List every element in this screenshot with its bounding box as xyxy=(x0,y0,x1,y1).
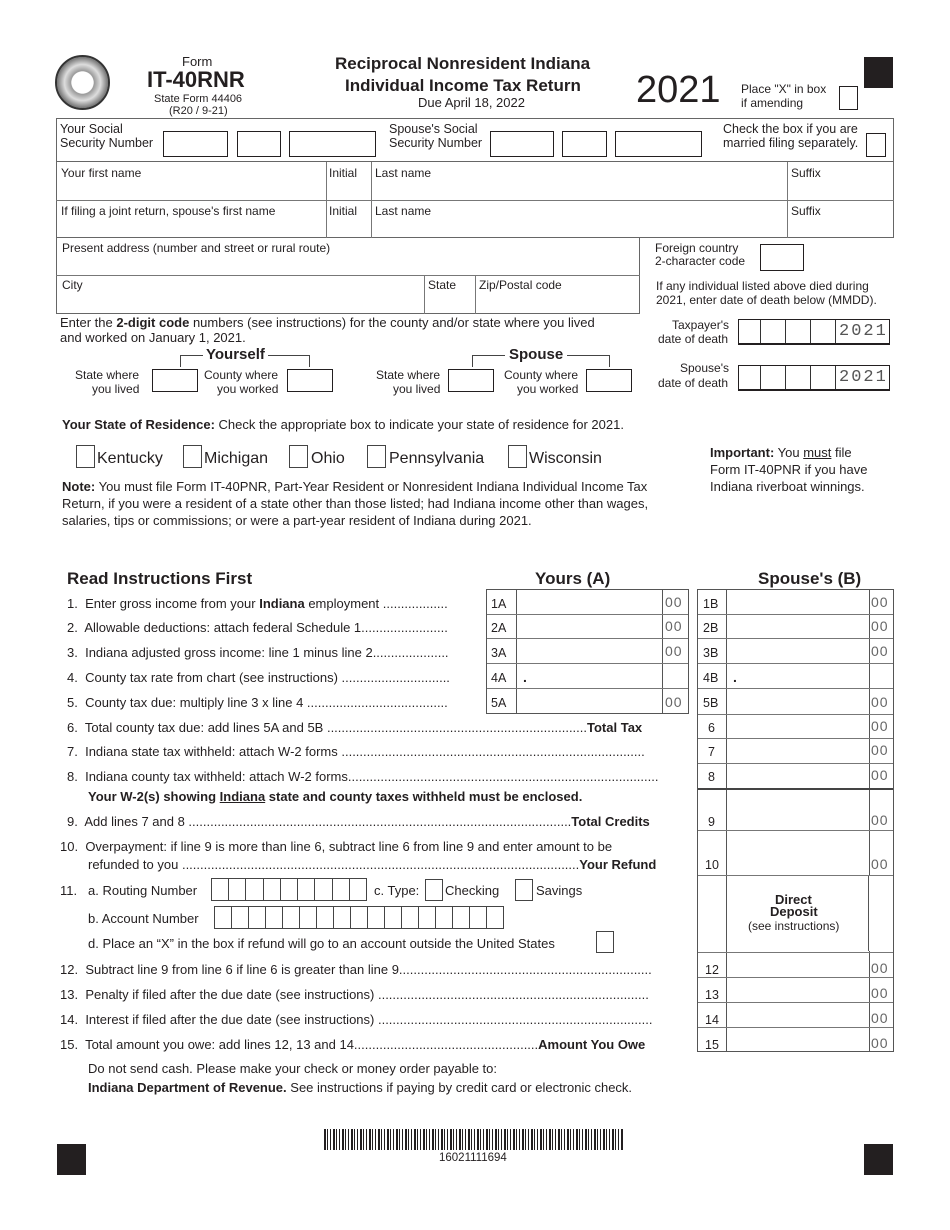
line-13-amount[interactable] xyxy=(727,978,867,1000)
your-state-lived-code[interactable] xyxy=(152,369,198,392)
spouse-death-label-2: date of death xyxy=(658,376,729,390)
your-suffix-field[interactable] xyxy=(788,163,893,199)
last-name-label: Last name xyxy=(375,166,432,180)
your-county-worked-label-2: you worked xyxy=(217,382,279,396)
pennsylvania-label: Pennsylvania xyxy=(389,450,485,467)
important-note-line1: Important: You must file xyxy=(710,445,852,460)
important-note-line3: Indiana riverboat winnings. xyxy=(710,479,865,494)
your-county-worked-label-1: County where xyxy=(204,368,279,382)
line-3-label: 3. Indiana adjusted gross income: line 1 minus line 2..................... xyxy=(67,645,449,660)
line-4a-code: 4A xyxy=(491,671,507,685)
your-ssn-part3[interactable] xyxy=(289,131,376,157)
spouse-ssn-part2[interactable] xyxy=(562,131,607,157)
form-number: IT-40RNR xyxy=(147,67,245,92)
line-5-label: 5. County tax due: multiply line 3 x line 4 ....................................... xyxy=(67,695,448,710)
foreign-country-label-1: Foreign country xyxy=(655,241,739,255)
spouse-suffix-label: Suffix xyxy=(791,204,821,218)
spouse-county-worked-code[interactable] xyxy=(586,369,632,392)
spouse-state-lived-label-1: State where xyxy=(376,368,441,382)
city-label: City xyxy=(62,278,83,292)
your-last-name-field[interactable] xyxy=(372,163,786,199)
your-ssn-label-2: Security Number xyxy=(60,136,154,150)
routing-number-label: a. Routing Number xyxy=(88,883,198,898)
line-7-amount[interactable] xyxy=(727,739,867,761)
line-3a-amount[interactable] xyxy=(517,640,661,662)
line-2-label: 2. Allowable deductions: attach federal Schedule 1........................ xyxy=(67,620,448,635)
spouse-initial-label: Initial xyxy=(329,204,358,218)
line-3a-code: 3A xyxy=(491,646,507,660)
line-14-code: 14 xyxy=(705,1013,719,1027)
your-ssn-label-1: Your Social xyxy=(60,122,123,136)
spouses-column-heading: Spouse's (B) xyxy=(758,569,862,588)
zip-field[interactable] xyxy=(476,276,639,313)
spouse-suffix-field[interactable] xyxy=(788,201,893,237)
line-4b-rate[interactable] xyxy=(727,665,867,687)
state-form-number: State Form 44406 xyxy=(154,93,243,105)
note-line3: salaries, tips or commissions; or were a part-year resident of Indiana during 2021. xyxy=(62,513,532,528)
form-title-line1: Reciprocal Nonresident Indiana xyxy=(335,54,591,73)
line-10-cents: 00 xyxy=(871,856,889,872)
line-10-label-line2: refunded to you ..............................................................................................................Your Refund xyxy=(88,857,657,872)
line-3a-cents: 00 xyxy=(665,643,683,659)
your-initial-field[interactable] xyxy=(327,163,370,199)
line-2a-code: 2A xyxy=(491,621,507,635)
spouse-ssn-part3[interactable] xyxy=(615,131,702,157)
taxpayer-death-label-1: Taxpayer's xyxy=(672,318,729,332)
line-1a-cents: 00 xyxy=(665,594,683,610)
direct-deposit-heading-2: Deposit xyxy=(770,904,818,919)
payment-note-line1: Do not send cash. Please make your check or money order payable to: xyxy=(88,1061,497,1076)
line-3b-cents: 00 xyxy=(871,643,889,659)
line-2b-amount[interactable] xyxy=(727,615,867,637)
spouse-last-name-field[interactable] xyxy=(372,201,786,237)
line-3b-amount[interactable] xyxy=(727,640,867,662)
foreign-account-checkbox[interactable] xyxy=(596,931,614,953)
death-note-line1: If any individual listed above died during xyxy=(656,279,869,293)
line-13-label: 13. Penalty if filed after the due date (see instructions) ........................................................................... xyxy=(60,987,649,1002)
checking-label: Checking xyxy=(445,883,500,898)
yours-column-heading: Yours (A) xyxy=(535,569,611,588)
your-state-lived-label-1: State where xyxy=(75,368,140,382)
line-9-amount[interactable] xyxy=(727,789,867,828)
spouse-last-name-label: Last name xyxy=(375,204,432,218)
amending-label-2: if amending xyxy=(741,96,804,110)
line-4b-code: 4B xyxy=(703,671,719,685)
tax-year: 2021 xyxy=(636,69,721,111)
line-1b-amount[interactable] xyxy=(727,591,867,613)
line-12-label: 12. Subtract line 9 from line 6 if line 6 is greater than line 9...................................................................... xyxy=(60,962,652,977)
state-label: State xyxy=(428,278,457,292)
barcode-number: 16021111694 xyxy=(439,1152,507,1164)
death-note-line2: 2021, enter date of death below (MMDD). xyxy=(656,293,877,307)
form-title-line2: Individual Income Tax Return xyxy=(345,76,581,95)
line-10-label-line1: 10. Overpayment: if line 9 is more than line 6, subtract line 6 from line 9 and enter amount to be xyxy=(60,839,613,854)
line-9-label: 9. Add lines 7 and 8 ..........................................................................................................Total Credits xyxy=(67,814,650,829)
michigan-label: Michigan xyxy=(204,450,269,467)
married-filing-separately-checkbox[interactable] xyxy=(866,133,886,157)
suffix-label: Suffix xyxy=(791,166,821,180)
line-4b-decimal: . xyxy=(733,669,737,685)
taxpayer-date-of-death-field[interactable] xyxy=(738,319,890,345)
spouse-first-name-field[interactable] xyxy=(57,201,325,237)
line-10-code: 10 xyxy=(705,858,719,872)
pennsylvania-checkbox[interactable] xyxy=(367,445,386,468)
zip-label: Zip/Postal code xyxy=(479,278,562,292)
wisconsin-checkbox[interactable] xyxy=(508,445,527,468)
kentucky-label: Kentucky xyxy=(97,450,163,467)
first-name-label: Your first name xyxy=(61,166,142,180)
wisconsin-label: Wisconsin xyxy=(529,450,602,467)
note-line1: Note: You must file Form IT-40PNR, Part-Year Resident or Nonresident Indiana Individual Income Tax xyxy=(62,479,648,494)
spouse-heading: Spouse xyxy=(505,346,567,363)
line-1a-amount[interactable] xyxy=(517,591,661,613)
payment-note-line2: Indiana Department of Revenue. See instructions if paying by credit card or electronic check. xyxy=(88,1080,633,1095)
your-first-name-field[interactable] xyxy=(57,163,325,199)
line-9-code: 9 xyxy=(708,815,715,829)
present-address-label: Present address (number and street or rural route) xyxy=(62,241,331,255)
initial-label: Initial xyxy=(329,166,358,180)
registration-mark-bottom-left xyxy=(57,1144,86,1175)
line-5a-cents: 00 xyxy=(665,694,683,710)
line-3b-code: 3B xyxy=(703,646,719,660)
spouse-state-lived-code[interactable] xyxy=(448,369,494,392)
savings-checkbox[interactable] xyxy=(515,879,533,901)
line-6-cents: 00 xyxy=(871,718,889,734)
line-5b-cents: 00 xyxy=(871,694,889,710)
michigan-checkbox[interactable] xyxy=(183,445,202,468)
line-1b-code: 1B xyxy=(703,597,719,611)
foreign-country-code-field[interactable] xyxy=(760,244,804,271)
form-revision: (R20 / 9-21) xyxy=(169,105,228,117)
routing-number-field[interactable] xyxy=(211,878,367,901)
codes-intro-line1: Enter the 2-digit code numbers (see instructions) for the county and/or state where you lived xyxy=(60,315,595,330)
spouse-date-of-death-field[interactable] xyxy=(738,365,890,391)
line-4a-rate[interactable] xyxy=(517,665,661,687)
line-8-cents: 00 xyxy=(871,767,889,783)
savings-label: Savings xyxy=(536,883,583,898)
yourself-heading: Yourself xyxy=(203,346,268,363)
line-11-number: 11. xyxy=(60,883,78,898)
due-date: Due April 18, 2022 xyxy=(418,95,525,110)
foreign-account-label: d. Place an “X” in the box if refund will go to an account outside the United States xyxy=(88,936,555,951)
note-line2: Return, if you were a resident of a state other than those listed; had Indiana income other than wages, xyxy=(62,496,649,511)
spouse-ssn-label-1: Spouse's Social xyxy=(389,122,478,136)
line-12-code: 12 xyxy=(705,963,719,977)
line-13-code: 13 xyxy=(705,988,719,1002)
line-15-code: 15 xyxy=(705,1038,719,1052)
codes-intro-line2: and worked on January 1, 2021. xyxy=(60,330,246,345)
your-state-lived-label-2: you lived xyxy=(92,382,140,396)
state-of-residence-label: Your State of Residence: Check the appropriate box to indicate your state of residence for 2021. xyxy=(62,417,624,432)
line-8-amount[interactable] xyxy=(727,764,867,786)
account-number-label: b. Account Number xyxy=(88,911,199,926)
spouse-county-worked-label-2: you worked xyxy=(517,382,579,396)
line-5b-amount[interactable] xyxy=(727,690,867,712)
ohio-checkbox[interactable] xyxy=(289,445,308,468)
mfs-label-2: married filing separately. xyxy=(723,136,859,150)
w2-enclosure-note: Your W-2(s) showing Indiana state and county taxes withheld must be enclosed. xyxy=(88,789,583,804)
line-12-cents: 00 xyxy=(871,960,889,976)
checking-checkbox[interactable] xyxy=(425,879,443,901)
account-number-field[interactable] xyxy=(214,906,504,929)
ohio-label: Ohio xyxy=(311,450,345,467)
spouse-ssn-part1[interactable] xyxy=(490,131,554,157)
barcode xyxy=(324,1129,624,1150)
account-type-label: c. Type: xyxy=(374,883,420,898)
line-2a-cents: 00 xyxy=(665,618,683,634)
spouse-death-year: 2021 xyxy=(839,368,888,387)
line-5b-code: 5B xyxy=(703,696,719,710)
indiana-state-seal xyxy=(55,55,110,110)
line-14-amount[interactable] xyxy=(727,1003,867,1025)
line-14-label: 14. Interest if filed after the due date (see instructions) ............................................................................ xyxy=(60,1012,653,1027)
line-1b-cents: 00 xyxy=(871,594,889,610)
line-2a-amount[interactable] xyxy=(517,615,661,637)
spouse-county-worked-label-1: County where xyxy=(504,368,579,382)
line-5a-amount[interactable] xyxy=(517,690,661,712)
amending-checkbox[interactable] xyxy=(839,86,858,110)
spouse-ssn-label-2: Security Number xyxy=(389,136,483,150)
line-1-label: 1. Enter gross income from your Indiana employment .................. xyxy=(67,596,448,611)
line-15-amount[interactable] xyxy=(727,1028,867,1050)
spouse-initial-field[interactable] xyxy=(327,201,370,237)
line-6-amount[interactable] xyxy=(727,715,867,737)
amending-label-1: Place "X" in box xyxy=(741,82,827,96)
line-15-cents: 00 xyxy=(871,1035,889,1051)
direct-deposit-area-cover xyxy=(698,876,725,951)
city-field[interactable] xyxy=(57,276,423,313)
taxpayer-death-year: 2021 xyxy=(839,322,888,341)
line-6-label: 6. Total county tax due: add lines 5A and 5B ........................................................................Total Tax xyxy=(67,720,643,735)
line-4a-decimal: . xyxy=(523,669,527,685)
kentucky-checkbox[interactable] xyxy=(76,445,95,468)
spouse-first-name-label: If filing a joint return, spouse's first name xyxy=(61,204,276,218)
your-county-worked-code[interactable] xyxy=(287,369,333,392)
line-8-label: 8. Indiana county tax withheld: attach W-2 forms...................................................................................... xyxy=(67,769,659,784)
line-2b-cents: 00 xyxy=(871,618,889,634)
line-4-label: 4. County tax rate from chart (see instructions) .............................. xyxy=(67,670,450,685)
line-6-code: 6 xyxy=(708,721,715,735)
state-field[interactable] xyxy=(425,276,474,313)
line-1a-code: 1A xyxy=(491,597,507,611)
line-10-refund-amount[interactable] xyxy=(727,831,867,873)
line-5a-code: 5A xyxy=(491,696,507,710)
your-ssn-part2[interactable] xyxy=(237,131,281,157)
spouse-state-lived-label-2: you lived xyxy=(393,382,441,396)
foreign-country-label-2: 2-character code xyxy=(655,254,746,268)
spouse-death-label-1: Spouse's xyxy=(680,361,729,375)
line-7-cents: 00 xyxy=(871,742,889,758)
line-13-cents: 00 xyxy=(871,985,889,1001)
line-14-cents: 00 xyxy=(871,1010,889,1026)
read-instructions-heading: Read Instructions First xyxy=(67,569,253,588)
line-8-code: 8 xyxy=(708,770,715,784)
registration-mark-top-right xyxy=(864,57,893,88)
line-12-amount[interactable] xyxy=(727,953,867,975)
line-15-label: 15. Total amount you owe: add lines 12, 13 and 14...................................................Amount You Owe xyxy=(60,1037,646,1052)
your-ssn-part1[interactable] xyxy=(163,131,228,157)
line-7-label: 7. Indiana state tax withheld: attach W-2 forms .................................................................................... xyxy=(67,744,645,759)
present-address-field[interactable] xyxy=(57,239,639,274)
mfs-label-1: Check the box if you are xyxy=(723,122,858,136)
direct-deposit-see-instructions: (see instructions) xyxy=(748,919,840,933)
taxpayer-death-label-2: date of death xyxy=(658,332,729,346)
important-note-line2: Form IT-40PNR if you have xyxy=(710,462,868,477)
registration-mark-bottom-right xyxy=(864,1144,893,1175)
direct-deposit-heading-1: Direct xyxy=(775,892,812,907)
form-word: Form xyxy=(182,54,213,69)
line-9-cents: 00 xyxy=(871,812,889,828)
line-7-code: 7 xyxy=(708,745,715,759)
line-2b-code: 2B xyxy=(703,621,719,635)
